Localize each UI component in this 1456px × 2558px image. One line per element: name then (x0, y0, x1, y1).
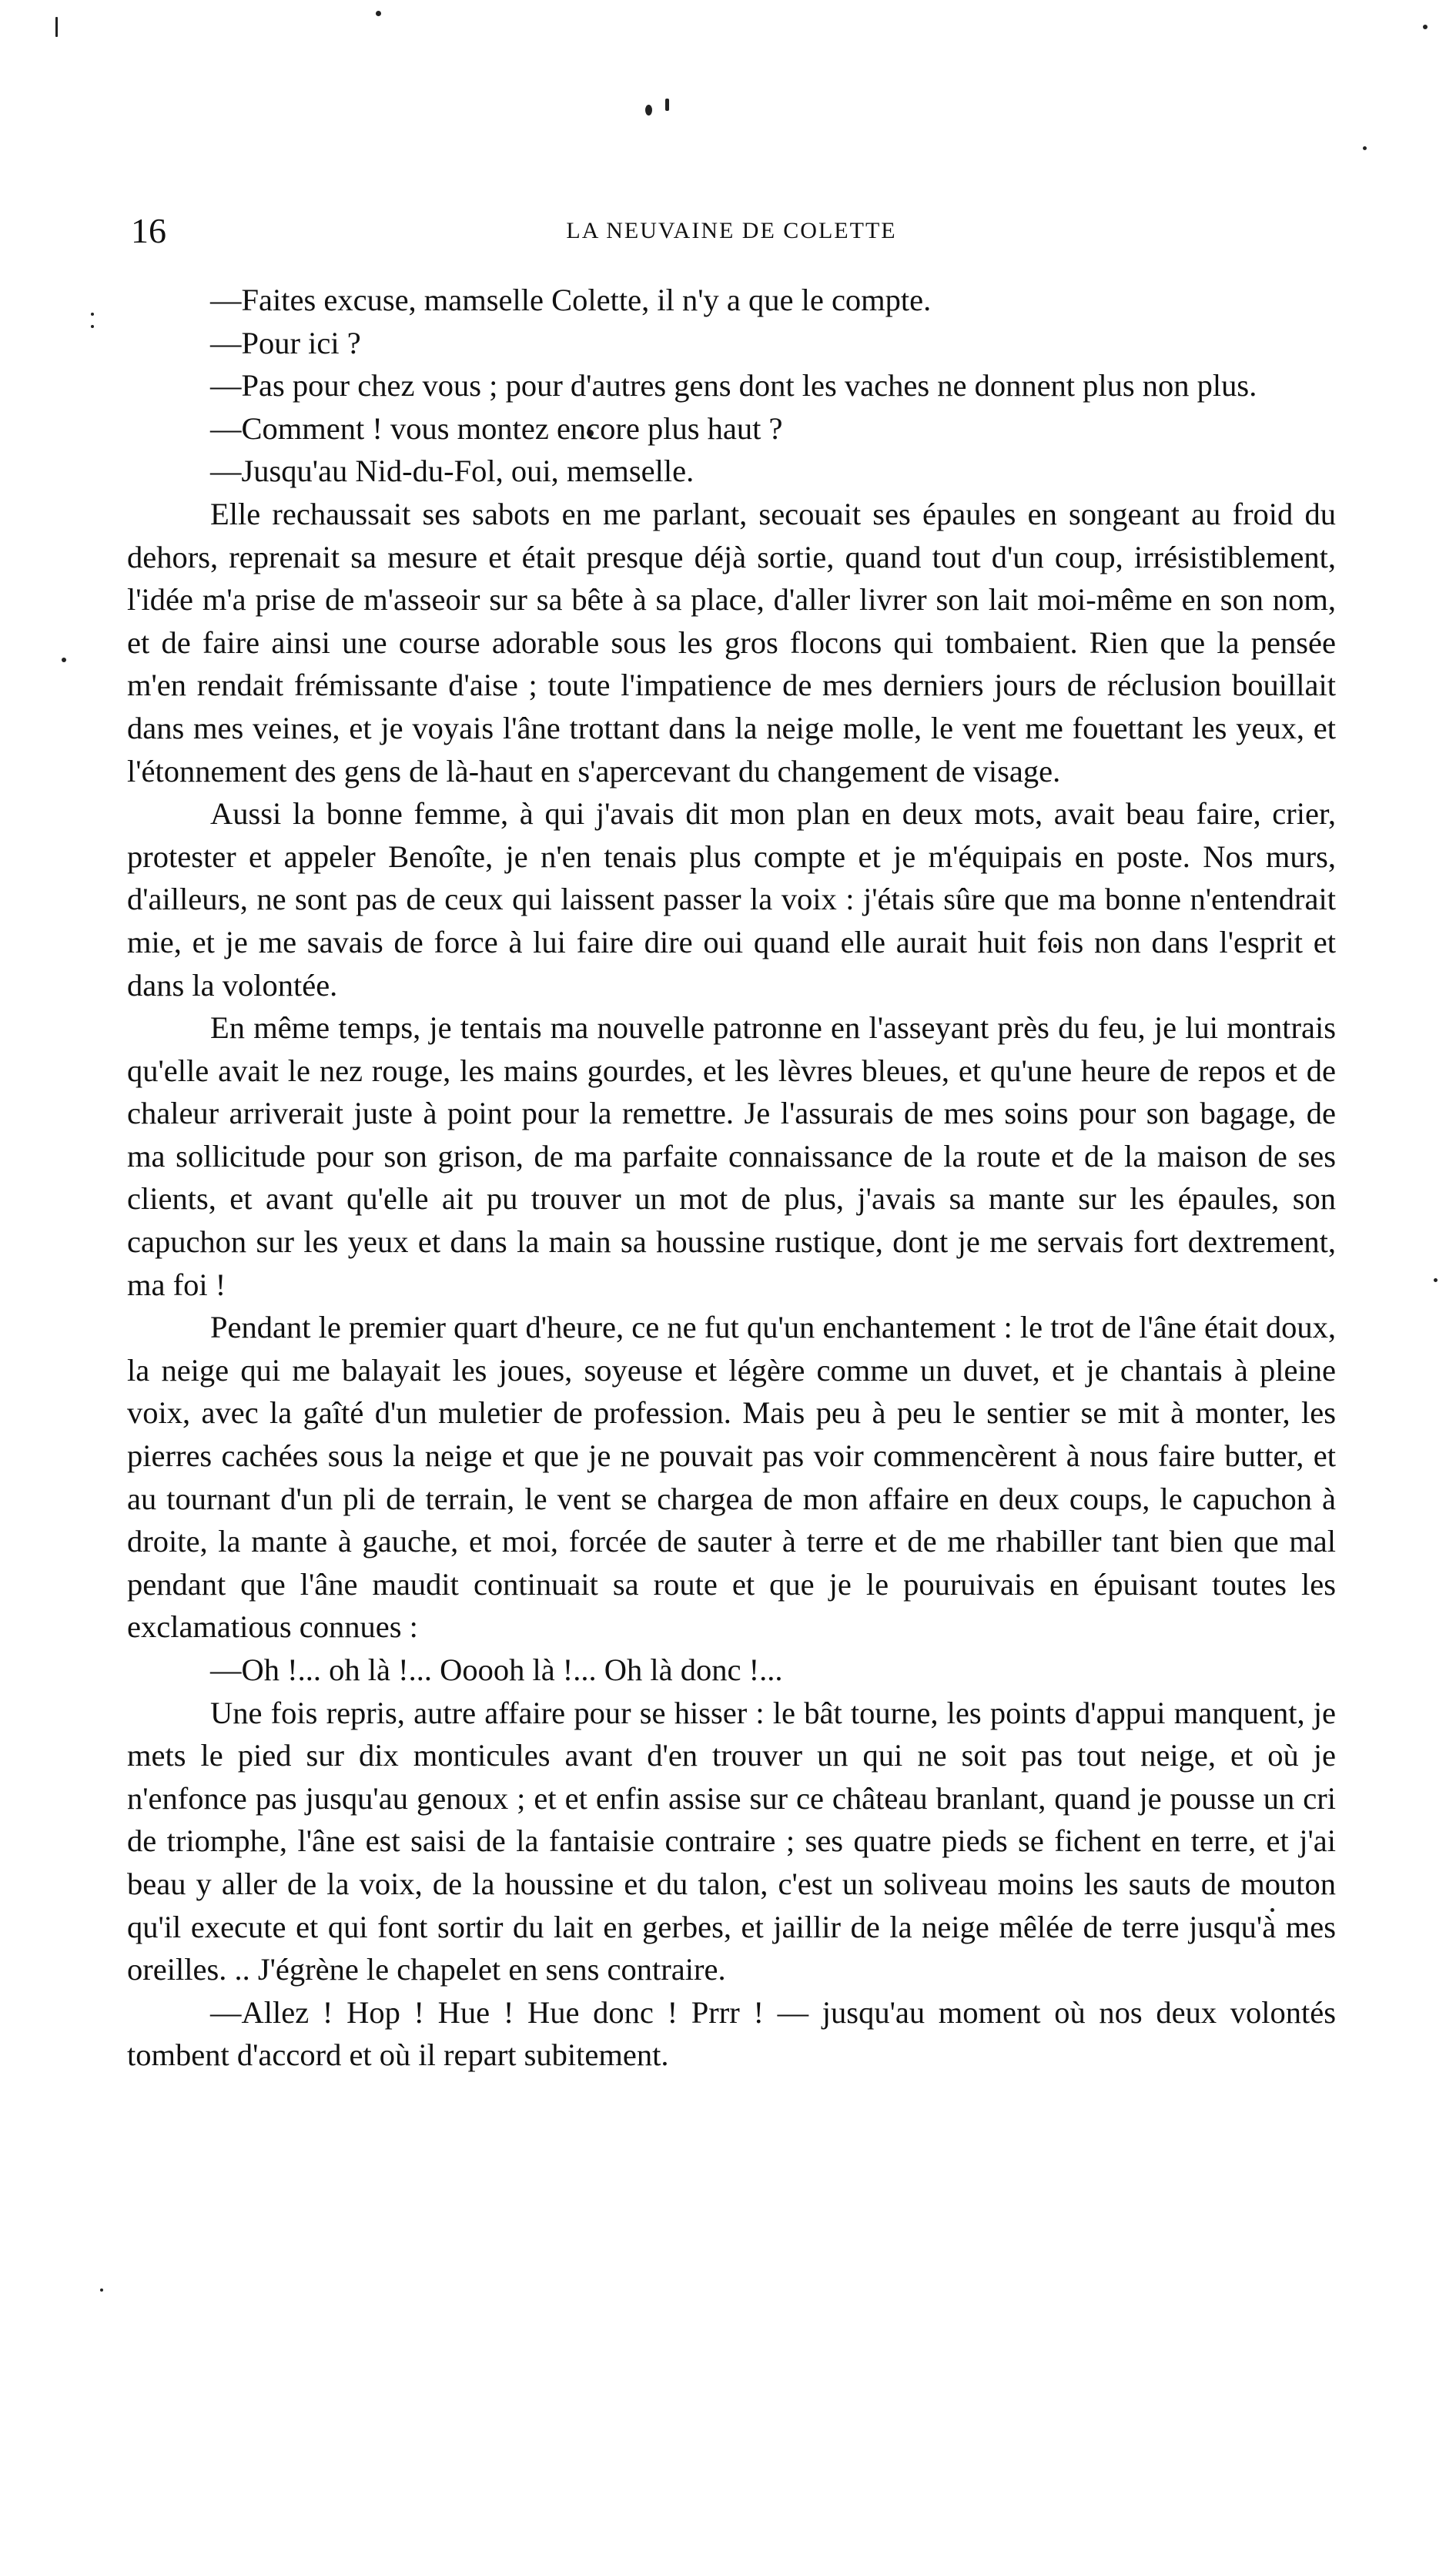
dialogue-line: —Pour ici ? (210, 325, 361, 360)
ink-speck (1363, 146, 1367, 150)
dialogue-line: —Oh !... oh là !... Ooooh là !... Oh là donc !... (210, 1652, 783, 1687)
ink-speck (91, 313, 94, 316)
page-number: 16 (131, 211, 166, 250)
dialogue-line: —Faites excuse, mamselle Colette, il n'y a que le compte. (210, 283, 932, 317)
ink-speck (645, 105, 652, 116)
dialogue-line: —Allez ! Hop ! Hue ! Hue donc ! Prrr ! — jusqu'au moment où nos deux volontés tombent d'accord et où il repart subitement. (127, 1994, 1336, 2073)
dialogue-line: —Pas pour chez vous ; pour d'autres gens dont les vaches ne donnent plus non plus. (210, 368, 1257, 403)
dialogue-line: —Jusqu'au Nid-du-Fol, oui, memselle. (210, 454, 695, 489)
running-title: LA NEUVAINE DE COLETTE (566, 218, 897, 243)
ink-speck (1423, 25, 1428, 29)
ink-speck (100, 2288, 103, 2292)
ink-speck (91, 325, 94, 328)
dialogue-line: —Comment ! vous montez encore plus haut ? (210, 410, 783, 446)
ink-speck (62, 658, 66, 662)
paragraph: Elle rechaussait ses sabots en me parlant, secouait ses épaules en songeant au froid du dehors, reprenait sa mesure et était presque déjà sortie, quand tout d'un coup, irrésistiblement, l'idée m'a prise de m'asseoir sur sa bête à sa place, d'aller livrer son lait moi-même en son nom, et de faire ainsi une course adorable sous les gros flocons qui tombaient. Rien que la pensée m'en rendait frémissante d'aise ; toute l'impatience de mes derniers jours de réclusion bouillait dans mes veines, et je voyais l'âne trottant dans la neige molle, le vent me fouettant les yeux, et l'étonnement des gens de là-haut en s'apercevant du changement de visage. (127, 496, 1336, 788)
ink-speck (376, 11, 381, 16)
ink-speck (665, 99, 669, 111)
ink-speck (1434, 1278, 1438, 1282)
body-text (127, 279, 1336, 2077)
ink-speck (55, 17, 58, 37)
paragraph: En même temps, je tentais ma nouvelle patronne en l'asseyant près du feu, je lui montrais qu'elle avait le nez rouge, les mains gourdes, et les lèvres bleues, et qu'une heure de repos et de chaleur arriverait juste à point pour la remettre. Je l'assurais de mes soins pour son bagage, de ma sollicitude pour son grison, de ma parfaite connaissance de la route et de la maison de ses clients, et avant qu'elle ait pu trouver un mot de plus, j'avais sa mante sur les épaules, son capuchon sur les yeux et dans la main sa houssine rustique, dont je me servais fort dextrement, ma foi ! (127, 1010, 1336, 1302)
paragraph: Aussi la bonne femme, à qui j'avais dit mon plan en deux mots, avait beau faire, crier, protester et appeler Benoîte, je n'en tenais plus compte et je m'équipais en poste. Nos murs, d'ailleurs, ne sont pas de ceux qui laissent passer la voix : j'étais sûre que ma bonne n'entendrait mie, et je me savais de force à lui faire dire oui quand elle aurait huit fois non dans l'esprit et dans la volontée. (127, 796, 1336, 1003)
paragraph: Pendant le premier quart d'heure, ce ne fut qu'un enchantement : le trot de l'âne était doux, la neige qui me balayait les joues, soyeuse et légère comme un duvet, et je chantais à pleine voix, avec la gaîté d'un muletier de profession. Mais peu à peu le sentier se mit à monter, les pierres cachées sous la neige et que je ne pouvait pas voir commencèrent à nous faire butter, et au tournant d'un pli de terrain, le vent se chargea de mon affaire en deux coups, le capuchon à droite, la mante à gauche, et moi, forcée de sauter à terre et de me rhabiller tant bien que mal pendant que l'âne maudit continuait sa route et que je le pouruivais en épuisant toutes les exclamatious connues : (127, 1310, 1336, 1645)
paragraph: Une fois repris, autre affaire pour se hisser : le bât tourne, les points d'appui manquent, je mets le pied sur dix monticules avant d'en trouver un qui ne soit pas tout neige, et où je n'enfonce pas jusqu'au genoux ; et et enfin assise sur ce château branlant, quand je pousse un cri de triomphe, l'âne est saisi de la fantaisie contraire ; ses quatre pieds se fichent en terre, et j'ai beau y aller de la voix, de la houssine et du talon, c'est un soliveau moins les sauts de mouton qu'il execute et qui font sortir du lait en gerbes, et jaillir de la neige mêlée de terre jusqu'à mes oreilles. .. J'égrène le chapelet en sens contraire. (127, 1695, 1336, 1987)
page-header (131, 208, 1332, 254)
